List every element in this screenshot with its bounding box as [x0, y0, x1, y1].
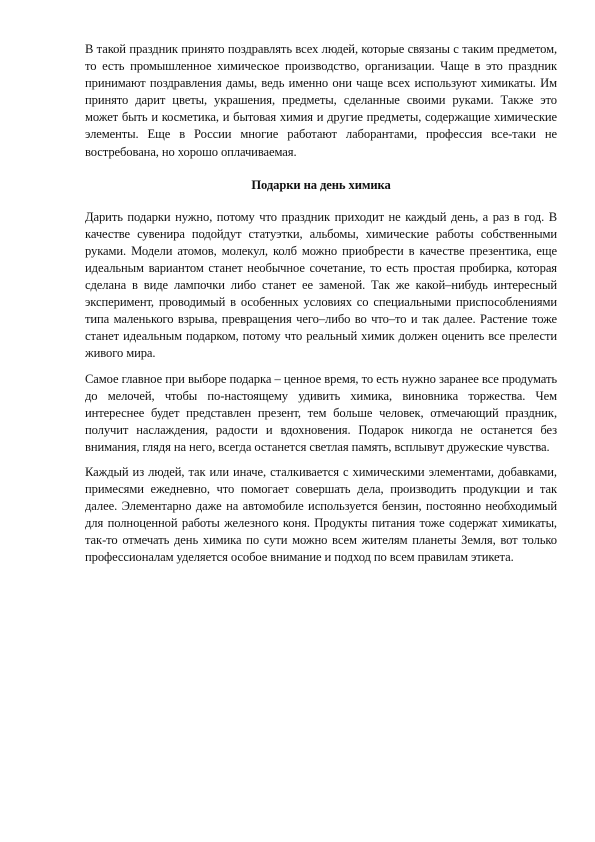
body-paragraph-time: Самое главное при выборе подарка – ценное время, то есть нужно заранее все продумать до мелочей, чтобы по-настоящему удивить химика, виновника торжества. Чем интереснее будет представлен презент, тем больше человек, отмечающий праздник, получит наслаждения, радости и вдохновения. Подарок никогда не останется без внимания, глядя на него, всегда останется светлая память, всплывут дружеские чувства.: [85, 371, 557, 454]
body-paragraph-gifts: Дарить подарки нужно, потому что праздник приходит не каждый день, а раз в год. В качестве сувенира подойдут статуэтки, альбомы, химические работы собственными руками. Модели атомов, молекул, колб можно приобрести в качестве презентика, еще идеальным вариантом станет необычное сочетание, то есть простая пробирка, которая сделана в виде лампочки либо станет ее заменой. Так же какой–нибудь интересный эксперимент, проводимый в особенных условиях со специальными приспособлениями типа маленького взрыва, превращения чего–либо во что–то и так далее. Растение тоже станет идеальным подарком, потому что реальный химик должен оценить все прелести живого мира.: [85, 209, 557, 361]
intro-paragraph: В такой праздник принято поздравлять всех людей, которые связаны с таким предметом, то есть промышленное химическое производство, организации. Чаще в это праздник принимают поздравления дамы, ведь именно они чаще всех используют химикаты. Им принято дарит цветы, украшения, предметы, сделанные своими руками. Также это может быть и косметика, и бытовая химия и другие предметы, содержащие химические элементы. Еще в России многие работают лаборантами, профессия все-таки не востребована, но хорошо оплачиваемая.: [85, 42, 557, 159]
section-heading: Подарки на день химика: [251, 177, 391, 192]
body-paragraph-chemicals: Каждый из людей, так или иначе, сталкивается с химическими элементами, добавками, примесями ежедневно, что помогает совершать дела, производить продукции и так далее. Элементарно даже на автомобиле используется бензин, постоянно необходимый для полноценной работы железного коня. Продукты питания тоже содержат химикаты, так-то отмечать день химика по сути можно всем жителям планеты Земля, вот только профессионалам уделяется особое внимание и подход по всем правилам этикета.: [85, 464, 557, 565]
document-page: [85, 41, 557, 575]
